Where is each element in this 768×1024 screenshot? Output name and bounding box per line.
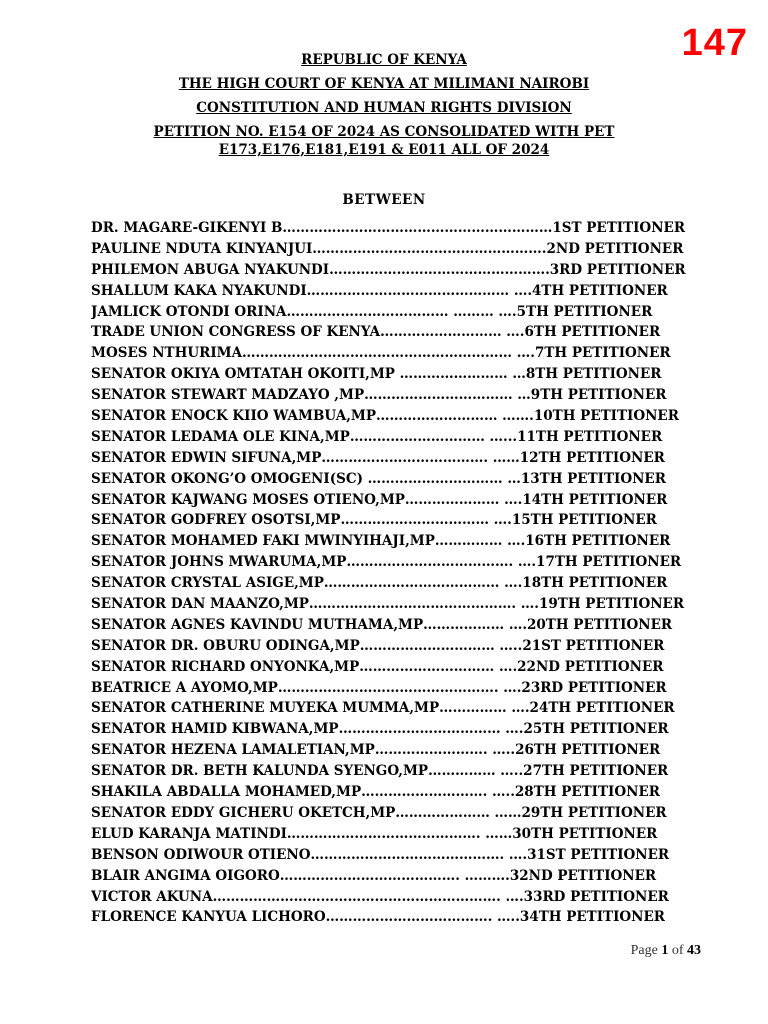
party-row: MOSES NTHURIMA…………………………………………………… ….7TH PETITIONER bbox=[91, 345, 671, 362]
header-petition-no: PETITION NO. E154 OF 2024 AS CONSOLIDATED WITH PET bbox=[153, 124, 615, 140]
party-row: ELUD KARANJA MATINDI……………………………………. ……30TH PETITIONER bbox=[91, 825, 658, 842]
party-row: SENATOR RICHARD ONYONKA,MP………………………… ….22ND PETITIONER bbox=[91, 658, 664, 675]
header-consolidated: E173,E176,E181,E191 & E011 ALL OF 2024 bbox=[218, 142, 550, 158]
party-row: SENATOR STEWART MADZAYO ,MP…………………………… …9TH PETITIONER bbox=[91, 387, 667, 404]
party-row: BLAIR ANGIMA OIGORO…………………………………. ……….32ND PETITIONER bbox=[91, 867, 657, 884]
footer-page-word: Page bbox=[630, 943, 658, 958]
between-heading: BETWEEN bbox=[342, 192, 426, 208]
party-row: PHILEMON ABUGA NYAKUNDI………………………………………….3RD PETITIONER bbox=[91, 261, 686, 278]
parties-list bbox=[91, 218, 711, 928]
party-row: SENATOR LEDAMA OLE KINA,MP………………………… …...11TH PETITIONER bbox=[91, 428, 663, 445]
party-row: SENATOR OKIYA OMTATAH OKOITI,MP …………………… …8TH PETITIONER bbox=[91, 366, 662, 383]
footer-total-pages: 43 bbox=[687, 943, 701, 958]
party-row: SENATOR CRYSTAL ASIGE,MP………………………………… ….18TH PETITIONER bbox=[91, 575, 668, 592]
party-row: SENATOR EDDY GICHERU OKETCH,MP………………… ……29TH PETITIONER bbox=[91, 804, 667, 821]
party-row: FLORENCE KANYUA LICHORO………………………………. …..34TH PETITIONER bbox=[91, 909, 665, 926]
party-row: SENATOR MOHAMED FAKI MWINYIHAJI,MP…………… ….16TH PETITIONER bbox=[91, 533, 671, 550]
party-row: SENATOR EDWIN SIFUNA,MP………………………………. ……12TH PETITIONER bbox=[91, 449, 665, 466]
party-row: SENATOR DR. BETH KALUNDA SYENGO,MP…………… …..27TH PETITIONER bbox=[91, 763, 669, 780]
party-row: SENATOR OKONG’O OMOGENI(SC) ………………………… …13TH PETITIONER bbox=[91, 470, 666, 487]
party-row: SENATOR HAMID KIBWANA,MP……………………………… ….25TH PETITIONER bbox=[91, 721, 669, 738]
party-row: SENATOR KAJWANG MOSES OTIENO,MP………………… ….14TH PETITIONER bbox=[91, 491, 668, 508]
party-row: SENATOR HEZENA LAMALETIAN,MP……………………. …..26TH PETITIONER bbox=[91, 742, 661, 759]
party-row: PAULINE NDUTA KINYANJUI…………………………………………….2ND PETITIONER bbox=[91, 240, 684, 257]
party-row: DR. MAGARE-GIKENYI B……………………………………………………1ST PETITIONER bbox=[91, 220, 686, 236]
header-republic: REPUBLIC OF KENYA bbox=[301, 52, 467, 68]
footer-of-word: of bbox=[671, 943, 684, 958]
party-row: SENATOR GODFREY OSOTSI,MP…………………………… ….15TH PETITIONER bbox=[91, 512, 657, 529]
page-number-stamp: 147 bbox=[681, 22, 748, 64]
header-court: THE HIGH COURT OF KENYA AT MILIMANI NAIROBI bbox=[178, 76, 590, 92]
party-row: SENATOR JOHNS MWARUMA,MP………………………………. ….17TH PETITIONER bbox=[91, 554, 682, 571]
party-row: BENSON ODIWOUR OTIENO……………………………………. ….31ST PETITIONER bbox=[91, 846, 670, 863]
party-row: TRADE UNION CONGRESS OF KENYA……………………… ….6TH PETITIONER bbox=[91, 324, 661, 341]
header-division: CONSTITUTION AND HUMAN RIGHTS DIVISION bbox=[196, 100, 572, 116]
party-row: BEATRICE A AYOMO,MP…………………………………………. ….23RD PETITIONER bbox=[91, 679, 667, 696]
party-row: SENATOR CATHERINE MUYEKA MUMMA,MP…………… ….24TH PETITIONER bbox=[91, 700, 675, 717]
party-row: JAMLICK OTONDI ORINA……………………………… ……… ….5TH PETITIONER bbox=[91, 303, 653, 320]
party-row: VICTOR AKUNA………………………………………………………. ….33RD PETITIONER bbox=[91, 888, 669, 905]
party-row: SENATOR AGNES KAVINDU MUTHAMA,MP……………… ….20TH PETITIONER bbox=[91, 616, 673, 633]
page-footer bbox=[631, 943, 701, 959]
party-row: SHAKILA ABDALLA MOHAMED,MP………………………. …..28TH PETITIONER bbox=[91, 784, 660, 801]
party-row: SENATOR ENOCK KIIO WAMBUA,MP……………………… …….10TH PETITIONER bbox=[91, 408, 679, 425]
party-row: SENATOR DR. OBURU ODINGA,MP………………………… …..21ST PETITIONER bbox=[91, 637, 665, 654]
footer-current-page: 1 bbox=[661, 943, 669, 958]
party-row: SHALLUM KAKA NYAKUNDI……………………………………… ….4TH PETITIONER bbox=[91, 282, 668, 299]
case-header bbox=[0, 52, 768, 166]
party-row: SENATOR DAN MAANZO,MP………………………………………. ….19TH PETITIONER bbox=[91, 596, 685, 613]
